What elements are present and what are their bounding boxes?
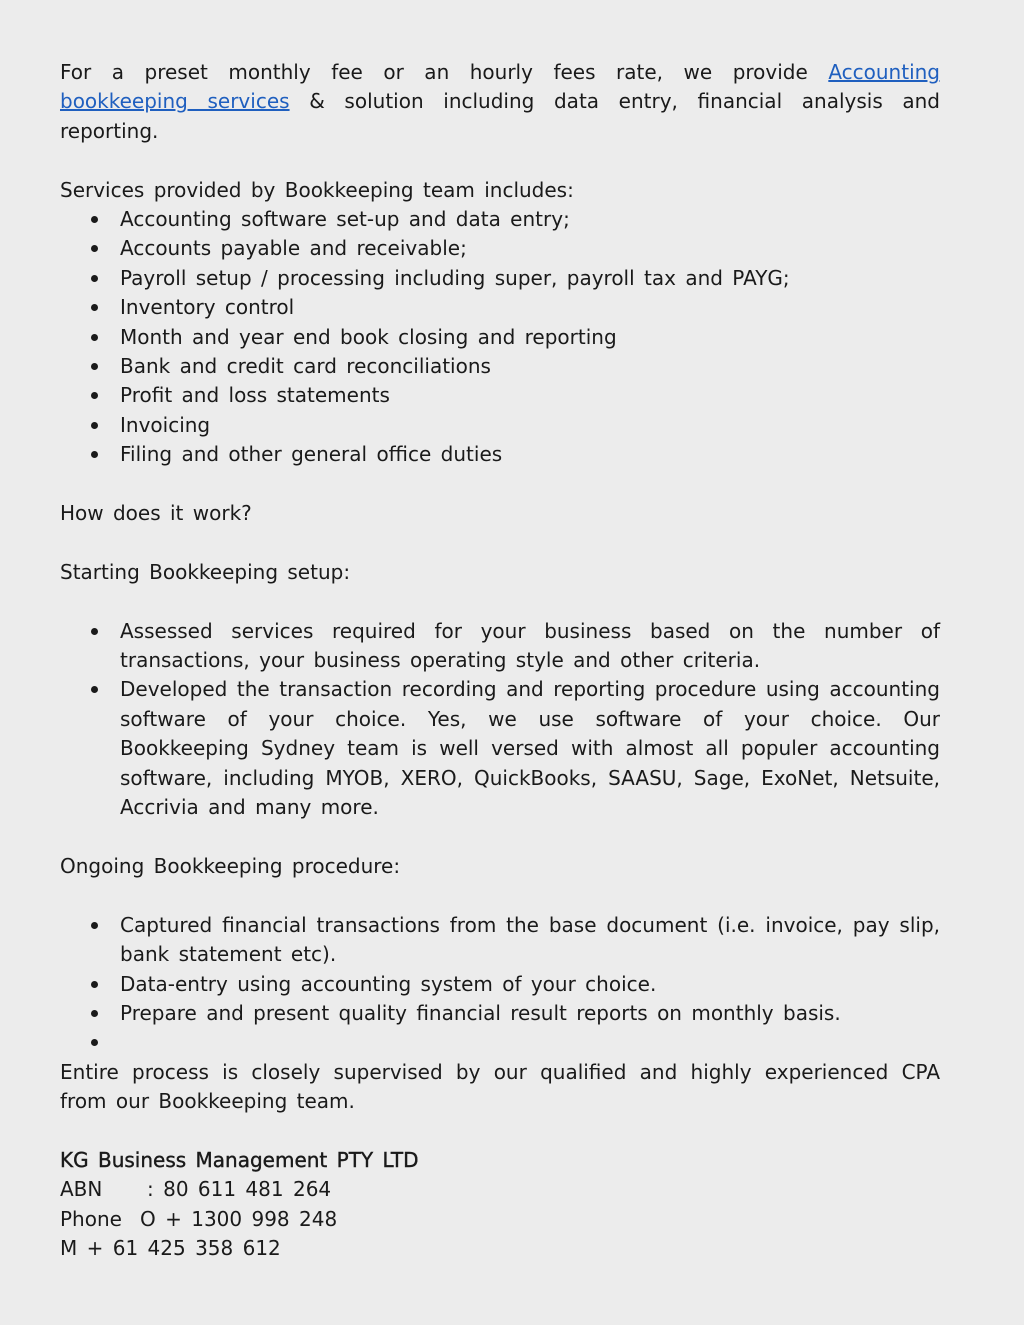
spacer [60, 528, 940, 557]
accounting-bookkeeping-link[interactable]: Accounting bookkeeping services [60, 60, 940, 114]
intro-text-before: For a preset monthly fee or an hourly fees rate, we provide [60, 60, 829, 84]
list-item: Inventory control [60, 293, 940, 322]
contact-block [60, 1146, 940, 1264]
intro-paragraph [60, 58, 940, 146]
phone-label: Phone [60, 1206, 122, 1231]
services-heading: Services provided by Bookkeeping team includes: [60, 177, 574, 202]
list-item: Assessed services required for your business based on the number of transactions, your business operating style and other criteria. [60, 617, 940, 676]
phone-value: O + 1300 998 248 [140, 1206, 338, 1231]
spacer [60, 587, 940, 616]
list-item: Prepare and present quality financial result reports on monthly basis. [60, 999, 940, 1028]
list-item: Profit and loss statements [60, 381, 940, 410]
list-item: Invoicing [60, 411, 940, 440]
spacer [60, 1117, 940, 1146]
abn-label: ABN [60, 1177, 103, 1202]
services-list [60, 205, 940, 470]
list-item: Accounting software set-up and data entry; [60, 205, 940, 234]
setup-list [60, 617, 940, 823]
list-item: Month and year end book closing and reporting [60, 323, 940, 352]
intro-text-after: & solution including data entry, financial analysis and reporting. [60, 89, 940, 143]
abn-line [60, 1175, 940, 1204]
spacer [60, 470, 940, 499]
list-item: Payroll setup / processing including super, payroll tax and PAYG; [60, 264, 940, 293]
spacer [60, 881, 940, 910]
list-item: Accounts payable and receivable; [60, 234, 940, 263]
closing-paragraph: Entire process is closely supervised by our qualified and highly experienced CPA from our Bookkeeping team. [60, 1059, 940, 1114]
list-item: Data-entry using accounting system of your choice. [60, 970, 940, 999]
ongoing-heading: Ongoing Bookkeeping procedure: [60, 853, 401, 878]
spacer [60, 146, 940, 175]
how-heading: How does it work? [60, 501, 252, 526]
list-item: Bank and credit card reconciliations [60, 352, 940, 381]
list-item: Captured financial transactions from the base document (i.e. invoice, pay slip, bank statement etc). [60, 911, 940, 970]
ongoing-list [60, 911, 940, 1058]
company-name: KG Business Management PTY LTD [60, 1147, 419, 1172]
setup-heading: Starting Bookkeeping setup: [60, 559, 351, 584]
abn-value: : 80 611 481 264 [147, 1177, 332, 1202]
list-item [60, 1028, 940, 1057]
spacer [60, 823, 940, 852]
list-item: Filing and other general office duties [60, 440, 940, 469]
mobile-line: M + 61 425 358 612 [60, 1236, 281, 1261]
phone-line [60, 1205, 940, 1234]
list-item: Developed the transaction recording and reporting procedure using accounting software of your choice. Yes, we use software of your choice. Our Bookkeeping Sydney team is well versed with almost all populer accounting software, including MYOB, XERO, QuickBooks, SAASU, Sage, ExoNet, Netsuite, Accrivia and many more. [60, 675, 940, 822]
document-page [60, 58, 940, 1264]
